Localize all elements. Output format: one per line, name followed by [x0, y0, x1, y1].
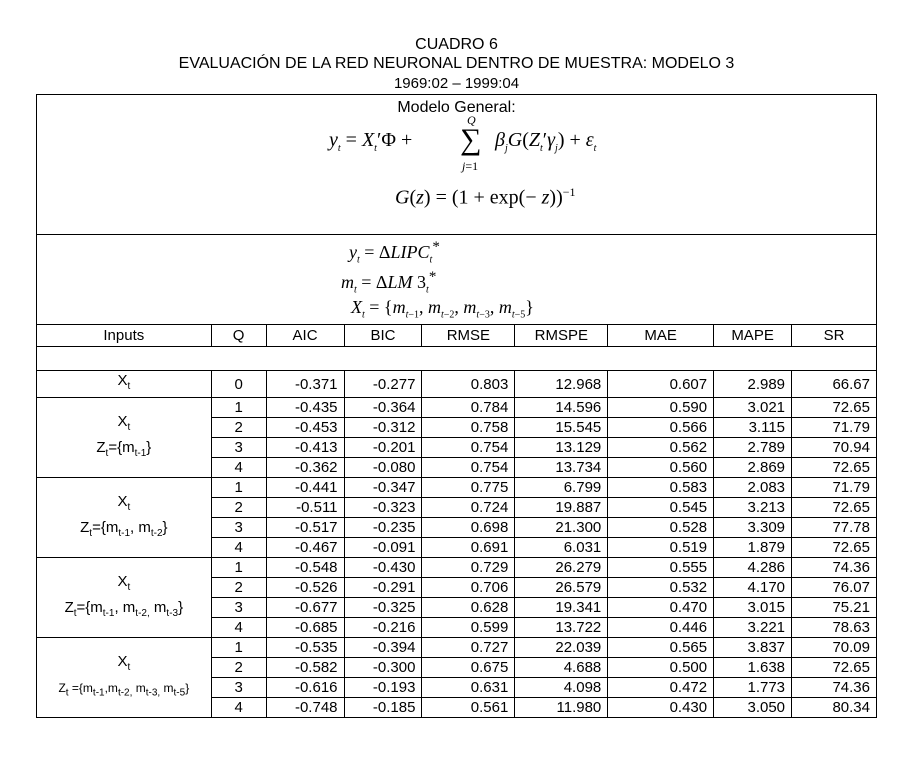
aic-cell: -0.441 [266, 478, 344, 498]
table-row [37, 558, 877, 578]
rmse-cell: 0.754 [422, 458, 515, 478]
bic-cell: -0.091 [344, 538, 422, 558]
col-rmspe: RMSPE [515, 325, 608, 347]
inputs-cell: $X_t$ [37, 371, 212, 398]
col-aic: AIC [266, 325, 344, 347]
sr-cell: 75.21 [792, 598, 877, 618]
sr-cell: 70.94 [792, 438, 877, 458]
rmspe-cell: 4.688 [515, 658, 608, 678]
sr-cell: 74.36 [792, 558, 877, 578]
table-row [37, 398, 877, 418]
rmse-cell: 0.698 [422, 518, 515, 538]
col-mae: MAE [608, 325, 714, 347]
col-mape: MAPE [714, 325, 792, 347]
sr-cell: 76.07 [792, 578, 877, 598]
sr-cell: 66.67 [792, 371, 877, 398]
q-cell: 2 [211, 658, 266, 678]
aic-cell: -0.535 [266, 638, 344, 658]
aic-cell: -0.677 [266, 598, 344, 618]
aic-cell: -0.371 [266, 371, 344, 398]
aic-cell: -0.548 [266, 558, 344, 578]
q-cell: 2 [211, 498, 266, 518]
rmse-cell: 0.775 [422, 478, 515, 498]
mape-cell: 4.170 [714, 578, 792, 598]
rmse-cell: 0.729 [422, 558, 515, 578]
mae-cell: 0.472 [608, 678, 714, 698]
rmse-cell: 0.691 [422, 538, 515, 558]
equation-logistic: $G(z) = (1 + \exp(- z))^{-1}$ [395, 185, 576, 209]
q-cell: 3 [211, 518, 266, 538]
col-inputs: Inputs [37, 325, 212, 347]
sample-period: 1969:02 – 1999:04 [393, 75, 520, 92]
mae-cell: 0.470 [608, 598, 714, 618]
sr-cell: 74.36 [792, 678, 877, 698]
sr-cell: 72.65 [792, 658, 877, 678]
inputs-cell: $X_t$ $Z_t=\{m_{t-1}$, $m_{t-2,}$ $m_{t-3}$} [37, 558, 212, 638]
rmspe-cell: 22.039 [515, 638, 608, 658]
table-row [37, 478, 877, 498]
rmspe-cell: 19.341 [515, 598, 608, 618]
aic-cell: -0.413 [266, 438, 344, 458]
aic-cell: -0.748 [266, 698, 344, 718]
q-cell: 1 [211, 558, 266, 578]
aic-cell: -0.616 [266, 678, 344, 698]
rmspe-cell: 21.300 [515, 518, 608, 538]
q-cell: 0 [211, 371, 266, 398]
sr-cell: 72.65 [792, 398, 877, 418]
rmspe-cell: 26.279 [515, 558, 608, 578]
model-label: Modelo General: [397, 99, 516, 116]
mape-cell: 3.837 [714, 638, 792, 658]
sum-upper: Q [467, 113, 476, 127]
def-x: $X_t = \{m_{t-1}$, $m_{t-2}$, $m_{t-3}$, $m_{t-5}$} [351, 297, 534, 321]
mae-cell: 0.607 [608, 371, 714, 398]
table-subtitle: EVALUACIÓN DE LA RED NEURONAL DENTRO DE MUESTRA: MODELO 3 [178, 55, 735, 72]
aic-cell: -0.362 [266, 458, 344, 478]
aic-cell: -0.511 [266, 498, 344, 518]
mape-cell: 3.309 [714, 518, 792, 538]
inputs-cell: $X_t$ $Z_t=\{m_{t-1}\}$ [37, 398, 212, 478]
mape-cell: 3.021 [714, 398, 792, 418]
col-q: Q [211, 325, 266, 347]
bic-cell: -0.430 [344, 558, 422, 578]
rmse-cell: 0.675 [422, 658, 515, 678]
rmspe-cell: 12.968 [515, 371, 608, 398]
table-row [37, 371, 877, 398]
mape-cell: 3.050 [714, 698, 792, 718]
q-cell: 2 [211, 418, 266, 438]
mae-cell: 0.565 [608, 638, 714, 658]
q-cell: 3 [211, 598, 266, 618]
mape-cell: 4.286 [714, 558, 792, 578]
rmse-cell: 0.599 [422, 618, 515, 638]
mae-cell: 0.590 [608, 398, 714, 418]
rmse-cell: 0.706 [422, 578, 515, 598]
mae-cell: 0.430 [608, 698, 714, 718]
mae-cell: 0.519 [608, 538, 714, 558]
q-cell: 4 [211, 698, 266, 718]
mae-cell: 0.555 [608, 558, 714, 578]
sr-cell: 80.34 [792, 698, 877, 718]
bic-cell: -0.291 [344, 578, 422, 598]
col-bic: BIC [344, 325, 422, 347]
rmspe-cell: 19.887 [515, 498, 608, 518]
rmspe-cell: 6.031 [515, 538, 608, 558]
rmse-cell: 0.758 [422, 418, 515, 438]
rmse-cell: 0.561 [422, 698, 515, 718]
rmse-cell: 0.724 [422, 498, 515, 518]
mae-cell: 0.532 [608, 578, 714, 598]
rmspe-cell: 26.579 [515, 578, 608, 598]
mae-cell: 0.528 [608, 518, 714, 538]
bic-cell: -0.364 [344, 398, 422, 418]
rmse-cell: 0.628 [422, 598, 515, 618]
rmspe-cell: 4.098 [515, 678, 608, 698]
col-rmse: RMSE [422, 325, 515, 347]
bic-cell: -0.277 [344, 371, 422, 398]
model-formula-box [36, 94, 877, 235]
mae-cell: 0.583 [608, 478, 714, 498]
aic-cell: -0.467 [266, 538, 344, 558]
aic-cell: -0.526 [266, 578, 344, 598]
bic-cell: -0.185 [344, 698, 422, 718]
rmspe-cell: 13.129 [515, 438, 608, 458]
rmspe-cell: 6.799 [515, 478, 608, 498]
mape-cell: 1.638 [714, 658, 792, 678]
q-cell: 4 [211, 618, 266, 638]
inputs-cell: $X_t$ $Z_t=\{m_{t-1}$, $m_{t-2}$} [37, 478, 212, 558]
rmse-cell: 0.803 [422, 371, 515, 398]
spacer-row [37, 347, 877, 371]
rmspe-cell: 15.545 [515, 418, 608, 438]
rmspe-cell: 14.596 [515, 398, 608, 418]
mape-cell: 1.773 [714, 678, 792, 698]
q-cell: 3 [211, 438, 266, 458]
q-cell: 1 [211, 478, 266, 498]
rmse-cell: 0.754 [422, 438, 515, 458]
bic-cell: -0.394 [344, 638, 422, 658]
results-table [36, 324, 877, 718]
mae-cell: 0.560 [608, 458, 714, 478]
header-row [37, 325, 877, 347]
sr-cell: 72.65 [792, 458, 877, 478]
aic-cell: -0.685 [266, 618, 344, 638]
bic-cell: -0.201 [344, 438, 422, 458]
rmspe-cell: 13.734 [515, 458, 608, 478]
q-cell: 3 [211, 678, 266, 698]
mape-cell: 3.221 [714, 618, 792, 638]
rmse-cell: 0.631 [422, 678, 515, 698]
mape-cell: 2.989 [714, 371, 792, 398]
equation-tail: $\beta_jG(Z_t'\gamma_j) + \varepsilon_t$ [495, 129, 597, 154]
mae-cell: 0.545 [608, 498, 714, 518]
q-cell: 4 [211, 538, 266, 558]
bic-cell: -0.312 [344, 418, 422, 438]
table-title: CUADRO 6 [415, 36, 498, 53]
inputs-cell: $X_t$ $Z_t =\{m_{t-1},m_{t-2,}$ $m_{t-3,}$ $m_{t-5}$} [37, 638, 212, 718]
bic-cell: -0.323 [344, 498, 422, 518]
sum-lower: j=1 [462, 159, 479, 173]
bic-cell: -0.080 [344, 458, 422, 478]
mae-cell: 0.566 [608, 418, 714, 438]
sr-cell: 70.09 [792, 638, 877, 658]
variable-definitions-box [36, 234, 877, 325]
def-m: $m_t = \Delta LM$ $3_t^*$ [341, 269, 437, 296]
mape-cell: 2.789 [714, 438, 792, 458]
bic-cell: -0.347 [344, 478, 422, 498]
bic-cell: -0.216 [344, 618, 422, 638]
mape-cell: 2.083 [714, 478, 792, 498]
sr-cell: 78.63 [792, 618, 877, 638]
rmse-cell: 0.727 [422, 638, 515, 658]
q-cell: 2 [211, 578, 266, 598]
bic-cell: -0.300 [344, 658, 422, 678]
table-row [37, 638, 877, 658]
mape-cell: 1.879 [714, 538, 792, 558]
mape-cell: 3.213 [714, 498, 792, 518]
mape-cell: 2.869 [714, 458, 792, 478]
def-y: $y_t$ = $\Delta LIPC_t^*$ [349, 239, 440, 266]
bic-cell: -0.193 [344, 678, 422, 698]
aic-cell: -0.435 [266, 398, 344, 418]
sr-cell: 71.79 [792, 478, 877, 498]
rmspe-cell: 11.980 [515, 698, 608, 718]
mae-cell: 0.562 [608, 438, 714, 458]
col-sr: SR [792, 325, 877, 347]
mape-cell: 3.015 [714, 598, 792, 618]
sr-cell: 72.65 [792, 498, 877, 518]
sr-cell: 71.79 [792, 418, 877, 438]
aic-cell: -0.453 [266, 418, 344, 438]
q-cell: 1 [211, 398, 266, 418]
aic-cell: -0.517 [266, 518, 344, 538]
q-cell: 4 [211, 458, 266, 478]
equation-main: $y_t = X_t'\Phi$ + [329, 129, 413, 154]
sum-symbol: ∑ [460, 123, 482, 156]
q-cell: 1 [211, 638, 266, 658]
mae-cell: 0.500 [608, 658, 714, 678]
mape-cell: 3.115 [714, 418, 792, 438]
bic-cell: -0.235 [344, 518, 422, 538]
rmse-cell: 0.784 [422, 398, 515, 418]
bic-cell: -0.325 [344, 598, 422, 618]
aic-cell: -0.582 [266, 658, 344, 678]
mae-cell: 0.446 [608, 618, 714, 638]
sr-cell: 77.78 [792, 518, 877, 538]
rmspe-cell: 13.722 [515, 618, 608, 638]
sr-cell: 72.65 [792, 538, 877, 558]
